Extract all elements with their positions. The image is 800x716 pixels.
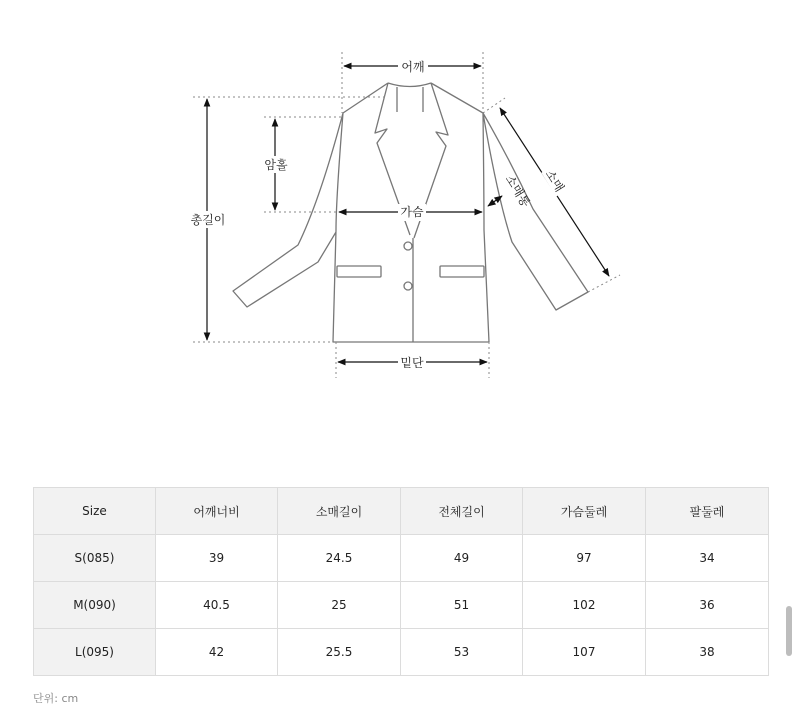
size-cell: L(095) — [34, 629, 156, 676]
label-chest: 가슴 — [400, 205, 424, 219]
size-cell: M(090) — [34, 582, 156, 629]
label-hem: 밑단 — [400, 356, 424, 370]
table-cell: 25.5 — [278, 629, 401, 676]
header-size: Size — [34, 488, 156, 535]
right-pocket — [440, 266, 484, 277]
table-cell: 53 — [401, 629, 523, 676]
label-sleeve-width: 소매통 — [502, 172, 533, 210]
label-armhole: 암홀 — [264, 158, 288, 172]
table-cell: 40.5 — [156, 582, 278, 629]
header-shoulder-width: 어깨너비 — [156, 488, 278, 535]
sleeve-width-arrow — [488, 196, 502, 206]
header-sleeve-length: 소매길이 — [278, 488, 401, 535]
header-arm: 팔둘레 — [646, 488, 769, 535]
table-cell: 24.5 — [278, 535, 401, 582]
left-pocket — [337, 266, 381, 277]
table-cell: 38 — [646, 629, 769, 676]
table-cell: 51 — [401, 582, 523, 629]
table-row — [34, 582, 769, 629]
table-header-row — [34, 488, 769, 535]
table-cell: 102 — [523, 582, 646, 629]
button-bottom — [404, 282, 412, 290]
collar-back — [388, 83, 431, 112]
table-cell: 107 — [523, 629, 646, 676]
table-cell: 97 — [523, 535, 646, 582]
label-shoulder: 어깨 — [401, 60, 425, 74]
table-cell: 25 — [278, 582, 401, 629]
button-top — [404, 242, 412, 250]
label-total-length: 총길이 — [190, 213, 226, 227]
size-table — [33, 487, 769, 676]
label-sleeve: 소매 — [542, 167, 567, 195]
table-cell: 36 — [646, 582, 769, 629]
table-cell: 42 — [156, 629, 278, 676]
header-total-length: 전체길이 — [401, 488, 523, 535]
size-cell: S(085) — [34, 535, 156, 582]
table-row — [34, 629, 769, 676]
table-cell: 39 — [156, 535, 278, 582]
table-row — [34, 535, 769, 582]
table-cell: 34 — [646, 535, 769, 582]
header-chest: 가슴둘레 — [523, 488, 646, 535]
table-cell: 49 — [401, 535, 523, 582]
unit-note: 단위: cm — [33, 692, 79, 705]
scrollbar-thumb[interactable] — [786, 606, 792, 656]
